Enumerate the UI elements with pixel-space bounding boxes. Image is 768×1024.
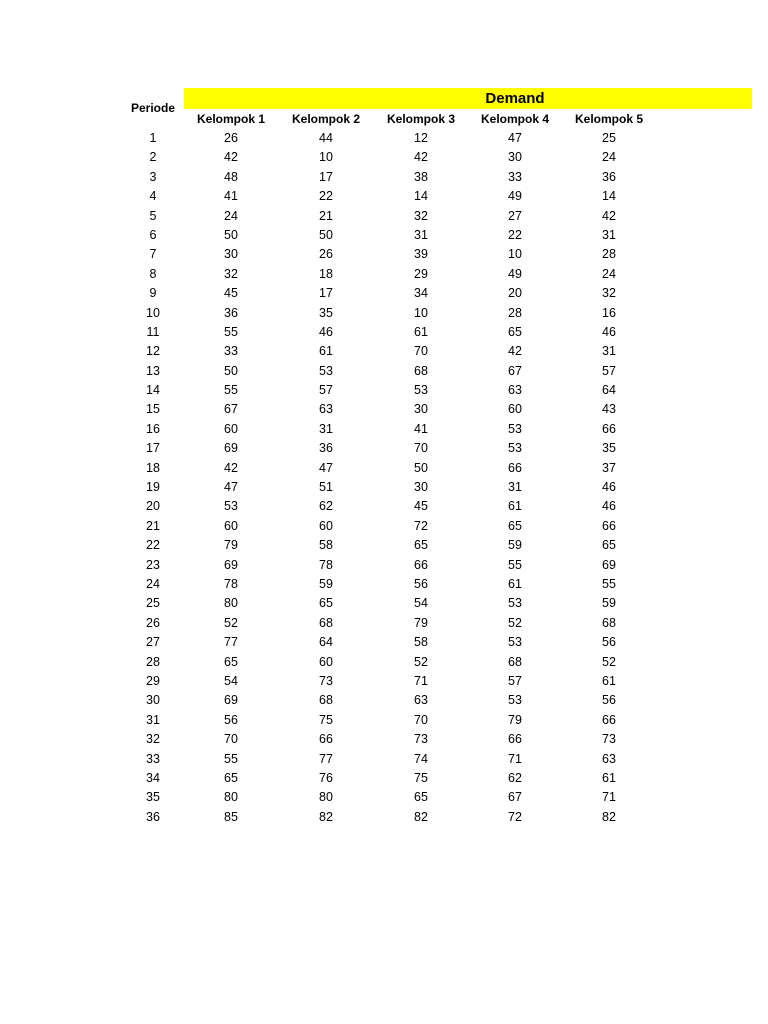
kelompok-3-cell: 82 [414, 809, 428, 824]
kelompok-3-cell: 50 [414, 460, 428, 475]
kelompok-1-cell: 32 [224, 266, 238, 281]
periode-cell: 8 [149, 266, 157, 281]
kelompok-2-cell: 64 [319, 635, 333, 650]
periode-cell: 18 [146, 460, 160, 475]
table-row [0, 750, 768, 769]
table-row [0, 633, 768, 652]
kelompok-5-cell: 25 [602, 131, 616, 145]
kelompok-5-cell: 46 [602, 324, 616, 339]
kelompok-2-cell: 57 [319, 383, 333, 398]
table-row [0, 207, 768, 226]
table-row [0, 672, 768, 691]
table-row [0, 497, 768, 516]
kelompok-1-cell: 41 [224, 189, 238, 204]
kelompok-4-cell: 53 [508, 441, 522, 456]
table-row [0, 769, 768, 788]
periode-header: Periode [130, 101, 175, 115]
periode-cell: 4 [149, 189, 157, 204]
kelompok-5-cell: 28 [602, 247, 616, 262]
kelompok-2-cell: 46 [319, 324, 333, 339]
table-row [0, 439, 768, 458]
kelompok-3-cell: 30 [414, 480, 428, 495]
kelompok-5-cell: 61 [602, 673, 616, 688]
kelompok-3-cell: 52 [414, 654, 428, 669]
kelompok-5-cell: 65 [602, 538, 616, 553]
kelompok-2-cell: 35 [319, 305, 333, 320]
kelompok-4-cell: 67 [508, 790, 522, 805]
kelompok-4-cell: 72 [508, 809, 522, 824]
kelompok-4-cell: 66 [508, 460, 522, 475]
kelompok-1-cell: 47 [224, 480, 238, 495]
kelompok-1-cell: 67 [224, 402, 238, 417]
kelompok-4-cell: 67 [508, 363, 522, 378]
kelompok-5-cell: 35 [602, 441, 616, 456]
table-row [0, 653, 768, 672]
kelompok-2-cell: 47 [319, 460, 333, 475]
periode-cell: 33 [146, 751, 160, 766]
kelompok-5-cell: 46 [602, 480, 616, 495]
kelompok-4-cell: 63 [508, 383, 522, 398]
kelompok-4-cell: 68 [508, 654, 522, 669]
kelompok-1-cell: 33 [224, 344, 238, 359]
column-header-kelompok-4: Kelompok 4 [480, 112, 549, 126]
periode-cell: 35 [146, 790, 160, 805]
kelompok-2-cell: 66 [319, 732, 333, 747]
kelompok-3-cell: 73 [414, 732, 428, 747]
table-row [0, 129, 768, 148]
kelompok-1-cell: 60 [224, 518, 238, 533]
column-header-kelompok-3: Kelompok 3 [386, 112, 455, 126]
table-row [0, 711, 768, 730]
kelompok-3-cell: 32 [414, 208, 428, 223]
periode-cell: 14 [146, 383, 160, 398]
table-row [0, 517, 768, 536]
kelompok-5-cell: 56 [602, 635, 616, 650]
table-row [0, 808, 768, 827]
column-header-kelompok-5: Kelompok 5 [574, 112, 643, 126]
periode-cell: 34 [146, 770, 160, 785]
kelompok-1-cell: 55 [224, 751, 238, 766]
table-row [0, 594, 768, 613]
kelompok-2-cell: 18 [319, 266, 333, 281]
kelompok-3-cell: 45 [414, 499, 428, 514]
kelompok-2-cell: 68 [319, 693, 333, 708]
kelompok-4-cell: 30 [508, 150, 522, 165]
kelompok-2-cell: 60 [319, 518, 333, 533]
kelompok-2-cell: 10 [319, 150, 333, 165]
table-row [0, 187, 768, 206]
kelompok-5-cell: 16 [602, 305, 616, 320]
kelompok-4-cell: 55 [508, 557, 522, 572]
periode-cell: 20 [146, 499, 160, 514]
kelompok-2-cell: 75 [319, 712, 333, 727]
kelompok-1-cell: 69 [224, 693, 238, 708]
kelompok-5-cell: 73 [602, 732, 616, 747]
periode-cell: 9 [149, 286, 157, 301]
kelompok-1-cell: 80 [224, 596, 238, 611]
kelompok-2-cell: 21 [319, 208, 333, 223]
kelompok-3-cell: 41 [414, 421, 428, 436]
kelompok-5-cell: 69 [602, 557, 616, 572]
kelompok-1-cell: 77 [224, 635, 238, 650]
kelompok-3-cell: 70 [414, 441, 428, 456]
kelompok-2-cell: 78 [319, 557, 333, 572]
periode-cell: 5 [149, 208, 157, 223]
kelompok-4-cell: 53 [508, 421, 522, 436]
kelompok-2-cell: 51 [319, 480, 333, 495]
kelompok-1-cell: 80 [224, 790, 238, 805]
kelompok-4-cell: 59 [508, 538, 522, 553]
table-row [0, 381, 768, 400]
kelompok-5-cell: 63 [602, 751, 616, 766]
kelompok-5-cell: 57 [602, 363, 616, 378]
kelompok-5-cell: 24 [602, 266, 616, 281]
periode-cell: 16 [146, 421, 160, 436]
kelompok-1-cell: 78 [224, 576, 238, 591]
kelompok-5-cell: 32 [602, 286, 616, 301]
kelompok-3-cell: 53 [414, 383, 428, 398]
kelompok-4-cell: 57 [508, 673, 522, 688]
kelompok-3-cell: 39 [414, 247, 428, 262]
kelompok-4-cell: 53 [508, 635, 522, 650]
kelompok-4-cell: 27 [508, 208, 522, 223]
periode-cell: 28 [146, 654, 160, 669]
table-row [0, 342, 768, 361]
kelompok-4-cell: 47 [508, 131, 522, 145]
table-row [0, 148, 768, 167]
kelompok-1-cell: 45 [224, 286, 238, 301]
kelompok-4-cell: 52 [508, 615, 522, 630]
kelompok-4-cell: 65 [508, 518, 522, 533]
periode-cell: 12 [146, 344, 160, 359]
kelompok-5-cell: 64 [602, 383, 616, 398]
kelompok-5-cell: 37 [602, 460, 616, 475]
periode-cell: 13 [146, 363, 160, 378]
kelompok-1-cell: 50 [224, 227, 238, 242]
kelompok-1-cell: 48 [224, 169, 238, 184]
kelompok-2-cell: 63 [319, 402, 333, 417]
kelompok-1-cell: 55 [224, 383, 238, 398]
kelompok-4-cell: 53 [508, 596, 522, 611]
kelompok-3-cell: 14 [414, 189, 428, 204]
table-row [0, 226, 768, 245]
kelompok-4-cell: 66 [508, 732, 522, 747]
kelompok-2-cell: 26 [319, 247, 333, 262]
kelompok-5-cell: 42 [602, 208, 616, 223]
kelompok-3-cell: 65 [414, 790, 428, 805]
kelompok-4-cell: 62 [508, 770, 522, 785]
periode-cell: 22 [146, 538, 160, 553]
kelompok-1-cell: 42 [224, 460, 238, 475]
kelompok-1-cell: 69 [224, 441, 238, 456]
kelompok-5-cell: 61 [602, 770, 616, 785]
kelompok-3-cell: 74 [414, 751, 428, 766]
periode-cell: 3 [149, 169, 157, 184]
kelompok-1-cell: 52 [224, 615, 238, 630]
table-row [0, 284, 768, 303]
periode-cell: 1 [149, 131, 157, 145]
data-table-body [0, 129, 768, 827]
periode-cell: 2 [149, 150, 157, 165]
kelompok-4-cell: 10 [508, 247, 522, 262]
kelompok-1-cell: 50 [224, 363, 238, 378]
table-row [0, 788, 768, 807]
table-row [0, 304, 768, 323]
kelompok-2-cell: 50 [319, 227, 333, 242]
kelompok-2-cell: 36 [319, 441, 333, 456]
kelompok-3-cell: 75 [414, 770, 428, 785]
kelompok-1-cell: 54 [224, 673, 238, 688]
kelompok-3-cell: 72 [414, 518, 428, 533]
kelompok-3-cell: 61 [414, 324, 428, 339]
kelompok-1-cell: 30 [224, 247, 238, 262]
periode-cell: 7 [149, 247, 157, 262]
kelompok-4-cell: 53 [508, 693, 522, 708]
periode-cell: 10 [146, 305, 160, 320]
kelompok-4-cell: 60 [508, 402, 522, 417]
kelompok-5-cell: 66 [602, 712, 616, 727]
kelompok-2-cell: 68 [319, 615, 333, 630]
kelompok-5-cell: 14 [602, 189, 616, 204]
kelompok-3-cell: 30 [414, 402, 428, 417]
demand-header: Demand [485, 90, 545, 107]
kelompok-5-cell: 82 [602, 809, 616, 824]
periode-cell: 36 [146, 809, 160, 824]
periode-cell: 30 [146, 693, 160, 708]
column-header-kelompok-1: Kelompok 1 [196, 112, 265, 126]
kelompok-4-cell: 49 [508, 266, 522, 281]
table-row [0, 459, 768, 478]
kelompok-3-cell: 65 [414, 538, 428, 553]
kelompok-2-cell: 80 [319, 790, 333, 805]
periode-cell: 6 [149, 227, 157, 242]
kelompok-1-cell: 65 [224, 654, 238, 669]
kelompok-3-cell: 31 [414, 227, 428, 242]
kelompok-1-cell: 70 [224, 732, 238, 747]
kelompok-3-cell: 12 [414, 131, 428, 145]
kelompok-3-cell: 34 [414, 286, 428, 301]
kelompok-4-cell: 71 [508, 751, 522, 766]
kelompok-2-cell: 59 [319, 576, 333, 591]
kelompok-2-cell: 77 [319, 751, 333, 766]
kelompok-3-cell: 42 [414, 150, 428, 165]
kelompok-2-cell: 82 [319, 809, 333, 824]
kelompok-3-cell: 58 [414, 635, 428, 650]
kelompok-2-cell: 60 [319, 654, 333, 669]
kelompok-5-cell: 66 [602, 421, 616, 436]
kelompok-5-cell: 52 [602, 654, 616, 669]
table-row [0, 575, 768, 594]
periode-cell: 21 [146, 518, 160, 533]
kelompok-4-cell: 61 [508, 499, 522, 514]
table-row [0, 362, 768, 381]
periode-cell: 17 [146, 441, 160, 456]
periode-cell: 23 [146, 557, 160, 572]
periode-cell: 31 [146, 712, 160, 727]
periode-cell: 26 [146, 615, 160, 630]
periode-cell: 24 [146, 576, 160, 591]
kelompok-4-cell: 20 [508, 286, 522, 301]
kelompok-3-cell: 56 [414, 576, 428, 591]
kelompok-4-cell: 49 [508, 189, 522, 204]
kelompok-4-cell: 22 [508, 227, 522, 242]
table-row [0, 478, 768, 497]
kelompok-5-cell: 46 [602, 499, 616, 514]
table-row [0, 536, 768, 555]
table-row [0, 730, 768, 749]
kelompok-3-cell: 68 [414, 363, 428, 378]
table-row [0, 245, 768, 264]
table-row [0, 265, 768, 284]
kelompok-4-cell: 28 [508, 305, 522, 320]
periode-cell: 29 [146, 673, 160, 688]
table-row [0, 323, 768, 342]
kelompok-5-cell: 66 [602, 518, 616, 533]
kelompok-5-cell: 24 [602, 150, 616, 165]
kelompok-3-cell: 29 [414, 266, 428, 281]
kelompok-1-cell: 53 [224, 499, 238, 514]
kelompok-3-cell: 71 [414, 673, 428, 688]
kelompok-1-cell: 36 [224, 305, 238, 320]
column-header-kelompok-2: Kelompok 2 [291, 112, 360, 126]
kelompok-5-cell: 59 [602, 596, 616, 611]
kelompok-3-cell: 70 [414, 344, 428, 359]
kelompok-2-cell: 61 [319, 344, 333, 359]
kelompok-2-cell: 22 [319, 189, 333, 204]
kelompok-3-cell: 63 [414, 693, 428, 708]
kelompok-1-cell: 24 [224, 208, 238, 223]
kelompok-2-cell: 73 [319, 673, 333, 688]
periode-cell: 19 [146, 480, 160, 495]
kelompok-5-cell: 68 [602, 615, 616, 630]
periode-cell: 11 [146, 324, 160, 339]
kelompok-1-cell: 56 [224, 712, 238, 727]
kelompok-4-cell: 33 [508, 169, 522, 184]
kelompok-3-cell: 70 [414, 712, 428, 727]
table-row [0, 400, 768, 419]
kelompok-1-cell: 42 [224, 150, 238, 165]
kelompok-5-cell: 55 [602, 576, 616, 591]
kelompok-5-cell: 36 [602, 169, 616, 184]
kelompok-4-cell: 42 [508, 344, 522, 359]
kelompok-5-cell: 71 [602, 790, 616, 805]
kelompok-2-cell: 58 [319, 538, 333, 553]
kelompok-4-cell: 31 [508, 480, 522, 495]
table-row [0, 556, 768, 575]
kelompok-4-cell: 65 [508, 324, 522, 339]
kelompok-1-cell: 85 [224, 809, 238, 824]
kelompok-1-cell: 60 [224, 421, 238, 436]
kelompok-3-cell: 66 [414, 557, 428, 572]
kelompok-4-cell: 61 [508, 576, 522, 591]
kelompok-2-cell: 31 [319, 421, 333, 436]
kelompok-1-cell: 79 [224, 538, 238, 553]
kelompok-2-cell: 62 [319, 499, 333, 514]
kelompok-3-cell: 10 [414, 305, 428, 320]
table-row [0, 691, 768, 710]
kelompok-2-cell: 65 [319, 596, 333, 611]
kelompok-1-cell: 26 [224, 131, 238, 145]
kelompok-1-cell: 69 [224, 557, 238, 572]
kelompok-2-cell: 17 [319, 169, 333, 184]
kelompok-3-cell: 38 [414, 169, 428, 184]
kelompok-3-cell: 79 [414, 615, 428, 630]
kelompok-2-cell: 44 [319, 131, 333, 145]
kelompok-1-cell: 65 [224, 770, 238, 785]
kelompok-4-cell: 79 [508, 712, 522, 727]
table-row [0, 420, 768, 439]
periode-cell: 25 [146, 596, 160, 611]
kelompok-5-cell: 56 [602, 693, 616, 708]
kelompok-5-cell: 31 [602, 344, 616, 359]
kelompok-3-cell: 54 [414, 596, 428, 611]
periode-cell: 27 [146, 635, 160, 650]
table-row [0, 614, 768, 633]
periode-cell: 15 [146, 402, 160, 417]
kelompok-5-cell: 31 [602, 227, 616, 242]
periode-cell: 32 [146, 732, 160, 747]
kelompok-2-cell: 53 [319, 363, 333, 378]
kelompok-2-cell: 76 [319, 770, 333, 785]
table-row [0, 168, 768, 187]
kelompok-2-cell: 17 [319, 286, 333, 301]
kelompok-1-cell: 55 [224, 324, 238, 339]
kelompok-5-cell: 43 [602, 402, 616, 417]
